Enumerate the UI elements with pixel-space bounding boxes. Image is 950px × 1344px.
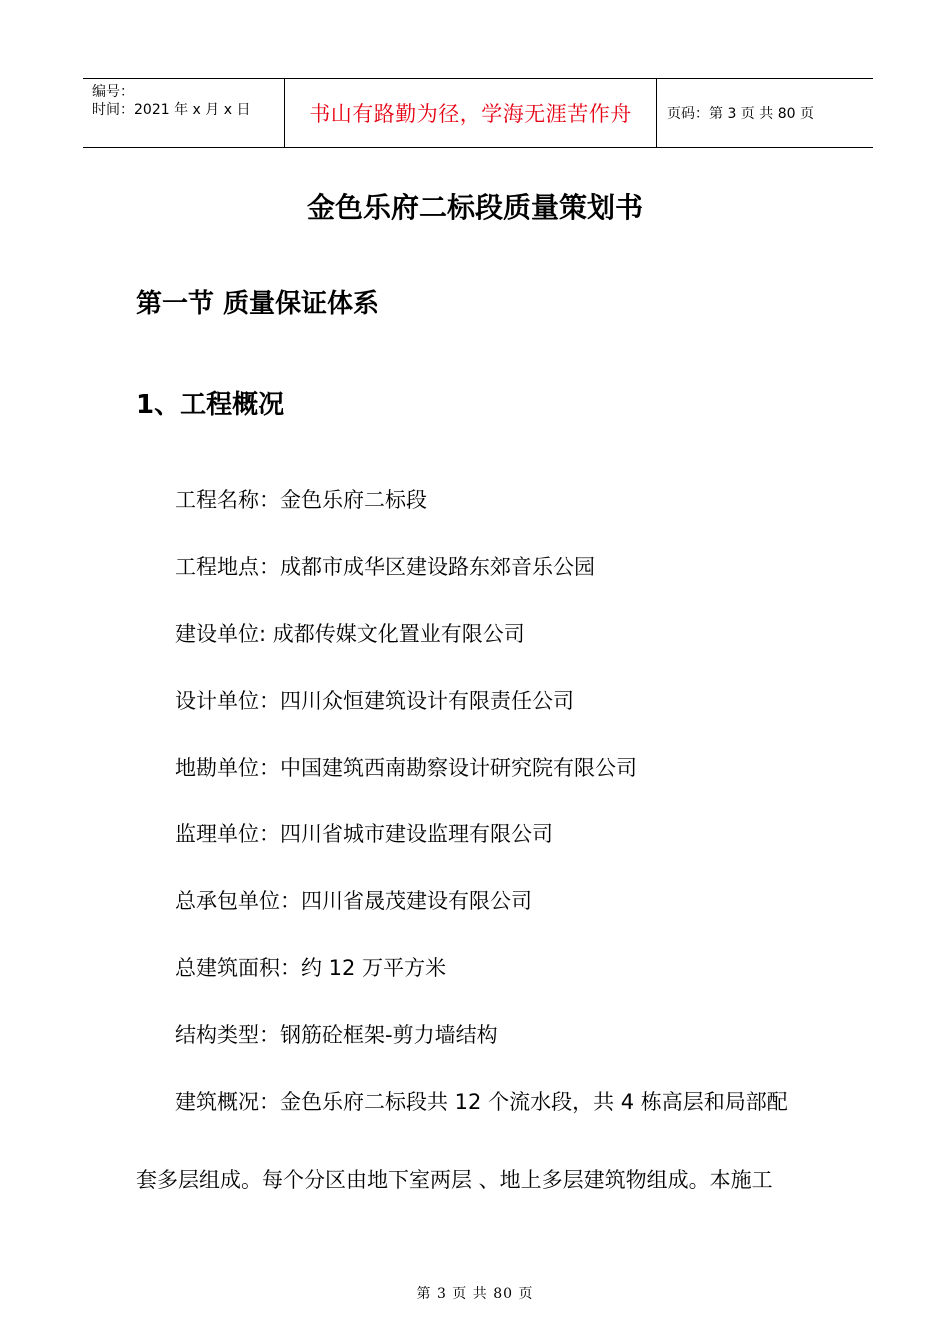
- structure-type-line: 结构类型：钢筋砼框架-剪力墙结构: [175, 1023, 498, 1047]
- section-title: 第一节 质量保证体系: [136, 289, 380, 319]
- header-meta-cell: [83, 79, 284, 147]
- building-overview-continuation: 套多层组成。每个分区由地下室两层 、地上多层建筑物组成。本施工: [136, 1168, 773, 1192]
- document-number-label: 编号：: [92, 84, 134, 100]
- construction-unit-line: 建设单位: 成都传媒文化置业有限公司: [175, 622, 525, 646]
- total-area-line: 总建筑面积：约 12 万平方米: [175, 956, 447, 980]
- project-location-line: 工程地点：成都市成华区建设路东郊音乐公园: [175, 555, 595, 579]
- survey-unit-line: 地勘单位：中国建筑西南勘察设计研究院有限公司: [175, 756, 637, 780]
- document-time-label: 时间：2021 年 x 月 x 日: [92, 102, 251, 118]
- subsection-title: 1、工程概况: [136, 390, 285, 420]
- design-unit-line: 设计单位：四川众恒建筑设计有限责任公司: [175, 689, 574, 713]
- general-contractor-line: 总承包单位：四川省晟茂建设有限公司: [175, 889, 532, 913]
- page-header-table: [83, 78, 873, 148]
- header-motto: 书山有路勤为径，学海无涯苦作舟: [284, 79, 657, 147]
- page-footer: 第 3 页 共 80 页: [416, 1286, 534, 1302]
- building-overview-line: 建筑概况：金色乐府二标段共 12 个流水段，共 4 栋高层和局部配: [175, 1090, 788, 1114]
- project-name-line: 工程名称：金色乐府二标段: [175, 488, 427, 512]
- document-title: 金色乐府二标段质量策划书: [306, 191, 643, 224]
- header-page-info: 页码：第 3 页 共 80 页: [667, 106, 814, 122]
- supervision-unit-line: 监理单位：四川省城市建设监理有限公司: [175, 822, 553, 846]
